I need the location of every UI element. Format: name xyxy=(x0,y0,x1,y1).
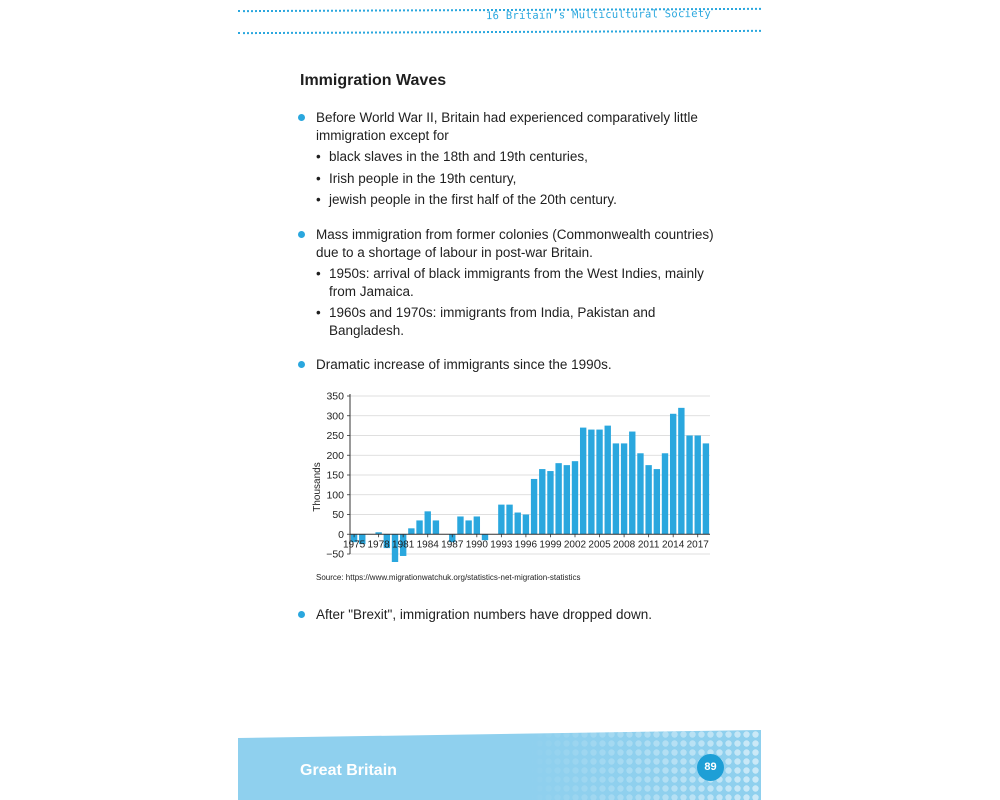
x-tick-label: 2005 xyxy=(588,539,611,551)
bullet-dot-icon xyxy=(298,114,305,121)
x-tick-label: 1999 xyxy=(539,539,562,551)
x-tick-label: 1996 xyxy=(514,539,538,551)
sub-bullet-text: 1950s: arrival of black immigrants from the West Indies, mainly from Jamaica. xyxy=(329,266,704,299)
bar-2005 xyxy=(596,430,602,535)
bar-2008 xyxy=(621,443,627,534)
footer-book-title: Great Britain xyxy=(300,762,397,779)
bullet-text: Before World War II, Britain had experienced comparatively little immigration except for xyxy=(316,110,698,143)
section-title: Immigration Waves xyxy=(300,72,447,89)
x-tick-label: 2011 xyxy=(637,539,660,551)
bar-1988 xyxy=(457,516,463,534)
y-tick-label: 100 xyxy=(326,489,344,502)
y-tick-label: 350 xyxy=(326,390,344,403)
bar-2010 xyxy=(637,453,643,534)
x-tick-label: 1981 xyxy=(392,539,415,551)
bar-2007 xyxy=(613,443,619,534)
bar-2011 xyxy=(645,465,651,534)
bar-2015 xyxy=(678,408,684,534)
bar-1993 xyxy=(498,505,504,535)
bar-2013 xyxy=(662,453,668,534)
bullet-text: Mass immigration from former colonies (Commonwealth countries) due to a shortage of labour in post-war Britain. xyxy=(316,227,714,260)
bullet-dot-icon xyxy=(298,361,305,368)
bar-2017 xyxy=(695,436,701,535)
sub-bullet-text: 1960s and 1970s: immigrants from India, Pakistan and Bangladesh. xyxy=(329,305,656,338)
bar-2002 xyxy=(572,461,578,534)
x-tick-label: 2017 xyxy=(686,539,709,551)
bar-2016 xyxy=(686,436,692,535)
x-tick-label: 1984 xyxy=(416,539,439,551)
bar-chart-svg xyxy=(308,386,718,562)
bar-1996 xyxy=(523,515,529,535)
footer-dot-pattern xyxy=(528,730,761,800)
x-tick-label: 2014 xyxy=(662,539,685,551)
y-tick-label: −50 xyxy=(326,548,344,561)
header-dotted-rule-bottom xyxy=(238,30,761,34)
y-axis-title: Thousands xyxy=(312,462,323,512)
bar-2012 xyxy=(654,469,660,534)
bar-2000 xyxy=(555,463,561,534)
bar-2004 xyxy=(588,430,594,535)
y-tick-label: 0 xyxy=(338,528,344,541)
sub-bullet-dot-icon: • xyxy=(316,171,321,186)
bullet-text: Dramatic increase of immigrants since the 1990s. xyxy=(316,357,612,372)
x-tick-label: 1975 xyxy=(342,539,366,551)
x-tick-label: 2002 xyxy=(563,539,587,551)
bar-1994 xyxy=(506,505,512,535)
page-number-badge: 89 xyxy=(697,754,724,781)
bullet-dot-icon xyxy=(298,611,305,618)
y-tick-label: 250 xyxy=(326,430,344,442)
bar-2006 xyxy=(605,426,611,535)
bar-1990 xyxy=(474,516,480,534)
sub-bullet-dot-icon: • xyxy=(316,266,321,281)
bar-1999 xyxy=(547,471,553,534)
bar-1984 xyxy=(425,511,431,534)
net-migration-chart xyxy=(308,386,718,562)
x-tick-label: 1993 xyxy=(490,539,513,551)
y-tick-label: 150 xyxy=(326,469,344,482)
bar-2003 xyxy=(580,428,586,535)
bar-2014 xyxy=(670,414,676,534)
x-tick-label: 1990 xyxy=(465,539,488,551)
bar-2018 xyxy=(703,443,709,534)
bar-2009 xyxy=(629,432,635,535)
bar-1995 xyxy=(515,513,521,535)
bar-1985 xyxy=(433,520,439,534)
bar-1997 xyxy=(531,479,537,534)
x-tick-label: 1987 xyxy=(441,539,464,551)
bullet-dot-icon xyxy=(298,231,305,238)
x-tick-label: 2008 xyxy=(612,539,636,551)
running-head: 16 Britain’s Multicultural Society xyxy=(485,7,712,23)
sub-bullet-text: jewish people in the first half of the 20th century. xyxy=(329,192,617,207)
bullet-text: After "Brexit", immigration numbers have dropped down. xyxy=(316,607,652,622)
sub-bullet-dot-icon: • xyxy=(316,192,321,207)
sub-bullet-dot-icon: • xyxy=(316,149,321,164)
bar-1998 xyxy=(539,469,545,534)
y-tick-label: 50 xyxy=(332,509,344,521)
y-tick-label: 300 xyxy=(326,410,344,423)
book-page xyxy=(238,0,761,800)
y-tick-label: 200 xyxy=(326,449,344,462)
sub-bullet-text: Irish people in the 19th century, xyxy=(329,171,517,186)
bar-1983 xyxy=(416,520,422,534)
chart-source-note: Source: https://www.migrationwatchuk.org/statistics-net-migration-statistics xyxy=(316,573,581,582)
bar-1989 xyxy=(465,520,471,534)
sub-bullet-dot-icon: • xyxy=(316,305,321,320)
x-tick-label: 1978 xyxy=(367,539,390,551)
bar-1982 xyxy=(408,528,414,534)
sub-bullet-text: black slaves in the 18th and 19th centuries, xyxy=(329,149,588,164)
bar-2001 xyxy=(564,465,570,534)
